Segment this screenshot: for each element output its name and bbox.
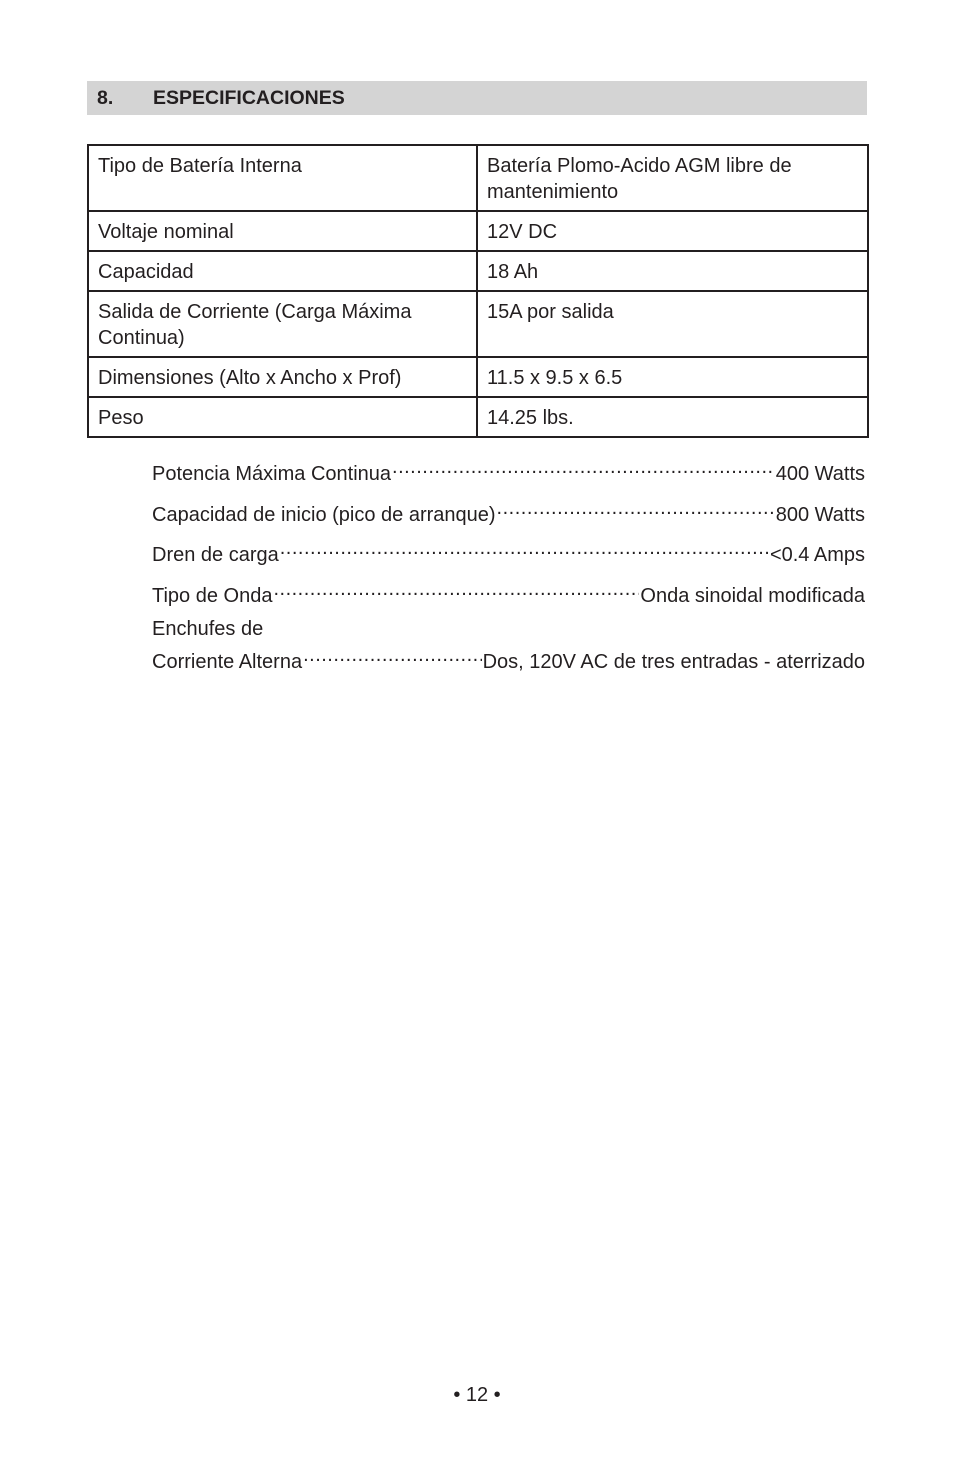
spec-value: 800 Watts bbox=[775, 503, 865, 526]
table-cell-value: 12V DC bbox=[477, 211, 868, 251]
spec-label: Corriente Alterna bbox=[152, 651, 303, 673]
dot-leader bbox=[280, 535, 769, 561]
table-cell-label: Voltaje nominal bbox=[88, 211, 477, 251]
spec-list bbox=[152, 454, 865, 683]
list-item bbox=[152, 576, 865, 607]
spec-value: Dos, 120V AC de tres entradas - aterrizado bbox=[482, 651, 865, 673]
table-cell-label: Dimensiones (Alto x Ancho x Prof) bbox=[88, 357, 477, 397]
spec-value: <0.4 Amps bbox=[769, 544, 865, 566]
spec-line bbox=[152, 642, 865, 673]
table-row bbox=[88, 211, 868, 251]
list-item bbox=[152, 454, 865, 485]
table-row bbox=[88, 291, 868, 357]
dot-leader bbox=[273, 576, 639, 602]
list-item bbox=[152, 535, 865, 566]
spec-value: Onda sinoidal modificada bbox=[640, 584, 865, 607]
table-cell-value: Batería Plomo-Acido AGM libre de mantenimiento bbox=[477, 145, 868, 211]
table-cell-value: 15A por salida bbox=[477, 291, 868, 357]
table-cell-value: 18 Ah bbox=[477, 251, 868, 291]
table-row bbox=[88, 145, 868, 211]
dot-leader bbox=[392, 454, 775, 480]
list-item bbox=[152, 616, 865, 673]
spec-label: Capacidad de inicio (pico de arranque) bbox=[152, 503, 496, 526]
spec-label: Dren de carga bbox=[152, 544, 279, 566]
table-row bbox=[88, 357, 868, 397]
table-cell-label: Peso bbox=[88, 397, 477, 437]
table-cell-label: Salida de Corriente (Carga Máxima Continua) bbox=[88, 291, 477, 357]
spec-label-line1: Enchufes de bbox=[152, 618, 264, 640]
table-row bbox=[88, 397, 868, 437]
table-cell-label: Tipo de Batería Interna bbox=[88, 145, 477, 211]
section-number: 8. bbox=[97, 86, 114, 109]
spec-label: Potencia Máxima Continua bbox=[152, 463, 392, 485]
table-row bbox=[88, 251, 868, 291]
table-cell-label: Capacidad bbox=[88, 251, 477, 291]
spec-label: Tipo de Onda bbox=[152, 584, 273, 607]
table-cell-value: 11.5 x 9.5 x 6.5 bbox=[477, 357, 868, 397]
dot-leader bbox=[497, 495, 775, 521]
section-header bbox=[87, 81, 867, 115]
table-cell-value: 14.25 lbs. bbox=[477, 397, 868, 437]
page-number: • 12 • bbox=[453, 1384, 501, 1406]
specifications-table bbox=[87, 144, 869, 438]
spec-value: 400 Watts bbox=[775, 463, 865, 485]
list-item bbox=[152, 495, 865, 526]
section-title: ESPECIFICACIONES bbox=[153, 86, 345, 109]
dot-leader bbox=[303, 642, 482, 668]
